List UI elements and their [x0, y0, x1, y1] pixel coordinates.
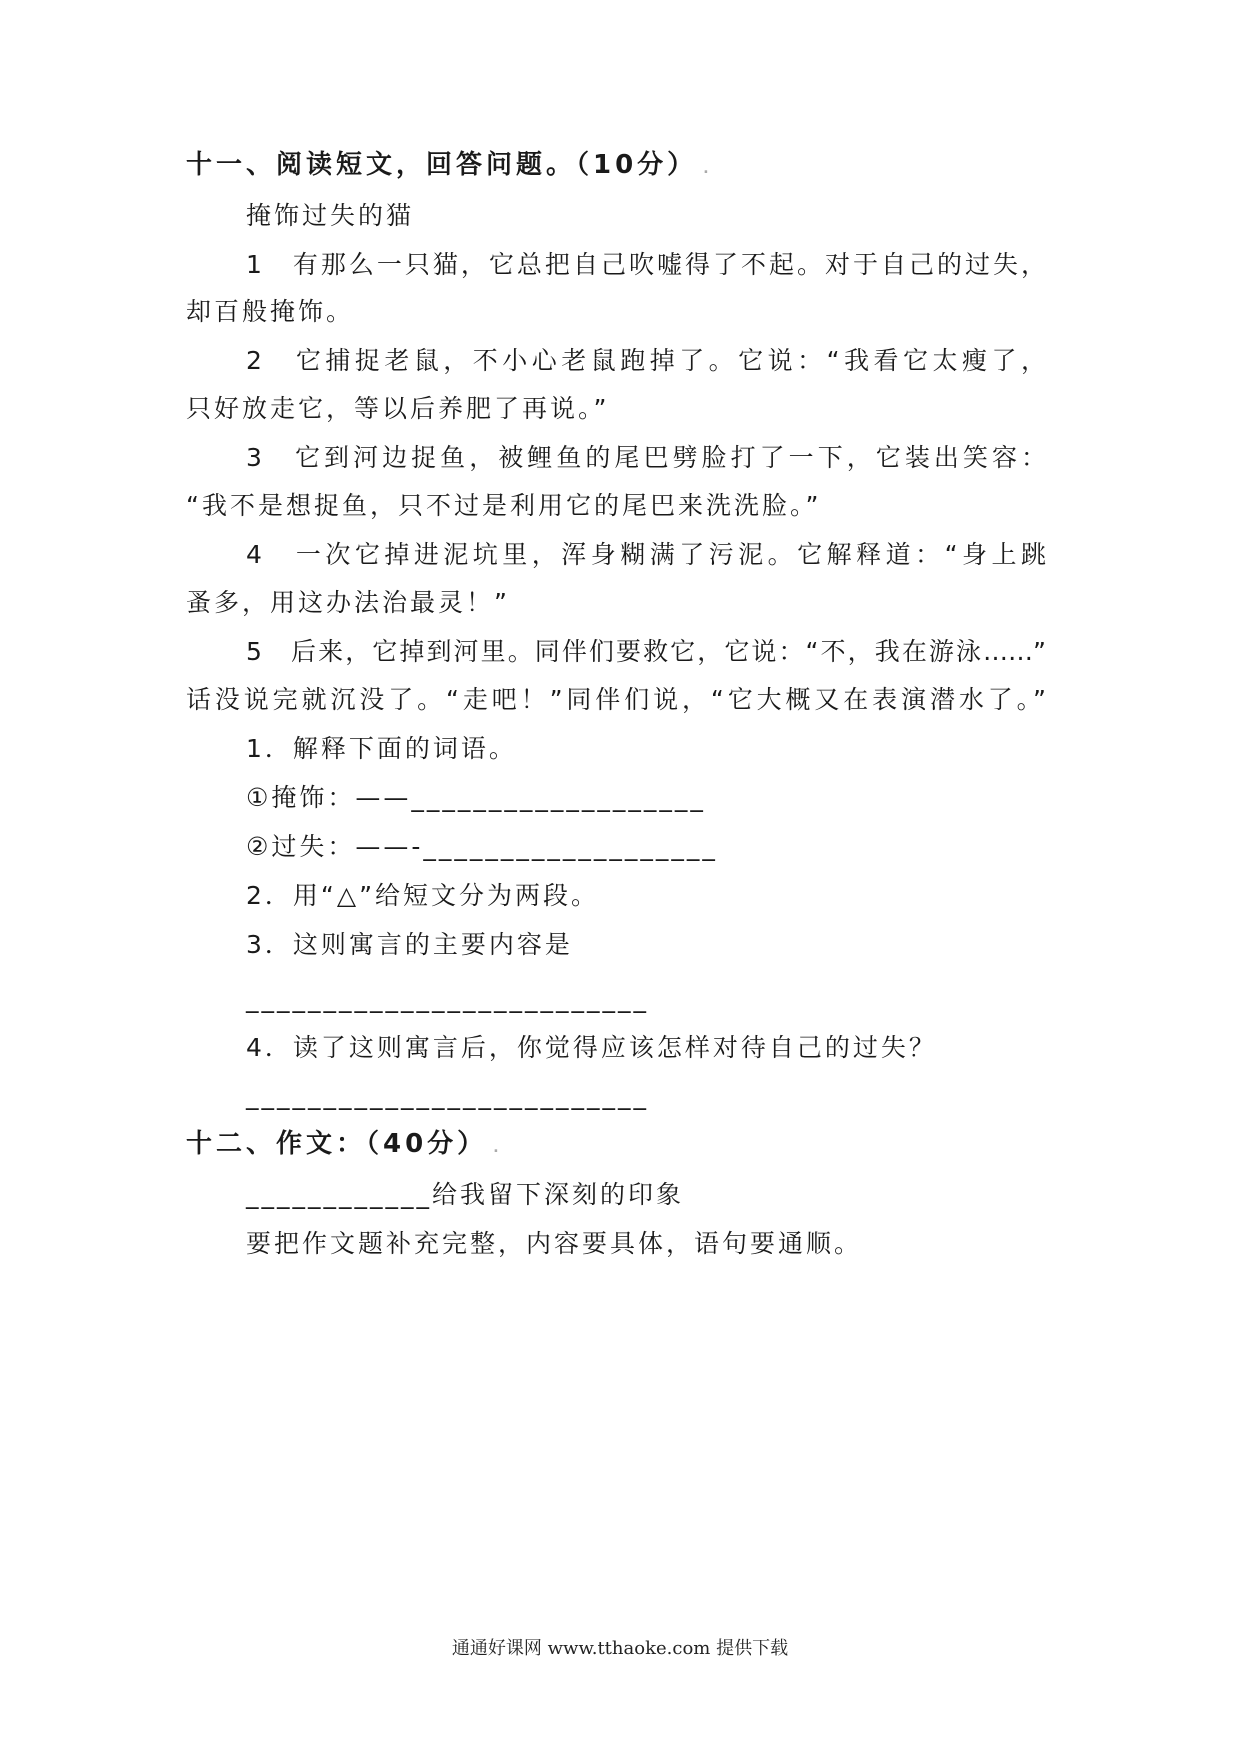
paragraph-1-line-1: 1 有那么一只猫，它总把自己吹嘘得了不起。对于自己的过失， — [246, 250, 1046, 279]
question-4-answer-blank: __________________________ — [246, 1081, 649, 1110]
composition-title-prompt: ____________给我留下深刻的印象 — [246, 1180, 685, 1209]
question-1b: ②过失：——-___________________ — [246, 832, 718, 861]
question-3: 3．这则寓言的主要内容是 — [246, 930, 573, 959]
paragraph-3-line-1: 3 它到河边捉鱼，被鲤鱼的尾巴劈脸打了一下，它装出笑容： — [246, 443, 1046, 472]
section-11-heading — [186, 149, 713, 185]
scan-mark: . — [703, 161, 713, 177]
paragraph-4-line-2: 蚤多，用这办法治最灵！” — [186, 588, 510, 617]
question-4: 4．读了这则寓言后，你觉得应该怎样对待自己的过失？ — [246, 1033, 937, 1062]
section-11-heading-text: 十一、阅读短文，回答问题。（10分） — [186, 150, 698, 180]
paragraph-5-line-2: 话没说完就沉没了。“走吧！”同伴们说，“它大概又在表演潜水了。” — [186, 685, 1046, 714]
question-3-answer-blank: __________________________ — [246, 984, 649, 1013]
paragraph-2-line-1: 2 它捕捉老鼠，不小心老鼠跑掉了。它说：“我看它太瘦了， — [246, 346, 1046, 375]
section-12-heading-text: 十二、作文：（40分） — [186, 1129, 488, 1159]
scan-mark: . — [493, 1140, 503, 1156]
question-2: 2．用“△”给短文分为两段。 — [246, 881, 600, 910]
paragraph-3-line-2: “我不是想捉鱼，只不过是利用它的尾巴来洗洗脸。” — [186, 491, 822, 520]
paragraph-1-line-2: 却百般掩饰。 — [186, 297, 355, 326]
footer-credit: 通通好课网 www.tthaoke.com 提供下载 — [451, 1638, 789, 1659]
question-1a: ①掩饰：——___________________ — [246, 783, 706, 812]
passage-title: 掩饰过失的猫 — [246, 201, 415, 230]
section-12-heading — [186, 1128, 503, 1164]
paragraph-4-line-1: 4 一次它掉进泥坑里，浑身糊满了污泥。它解释道：“身上跳 — [246, 540, 1046, 569]
paragraph-2-line-2: 只好放走它，等以后养肥了再说。” — [186, 394, 610, 423]
question-1: 1．解释下面的词语。 — [246, 734, 517, 763]
composition-instruction: 要把作文题补充完整，内容要具体，语句要通顺。 — [246, 1229, 863, 1258]
paragraph-5-line-1: 5 后来，它掉到河里。同伴们要救它，它说：“不，我在游泳……” — [246, 637, 1046, 666]
